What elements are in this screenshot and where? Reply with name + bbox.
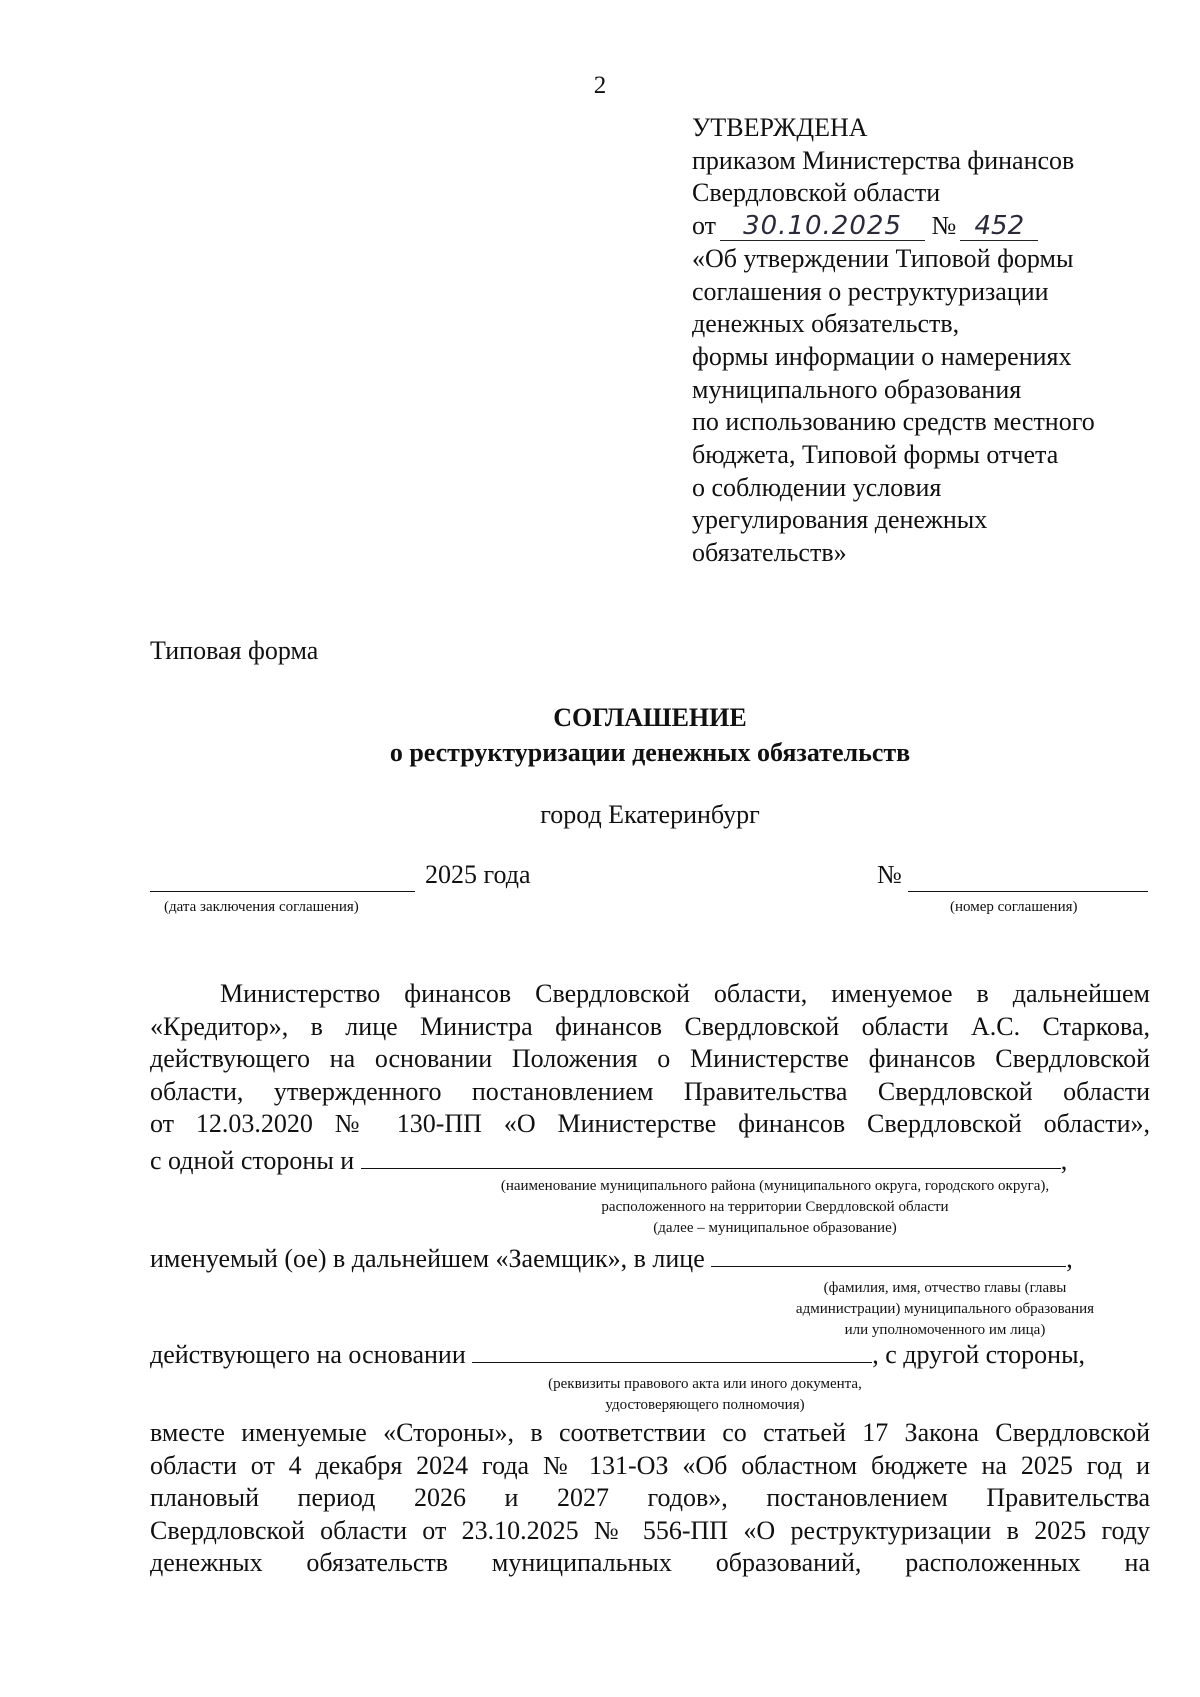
approval-subject-line: по использованию средств местного: [692, 407, 1095, 437]
paragraph-line: области от 4 декабря 2024 года № 131-ОЗ «Об областном бюджете на 2025 год и: [150, 1450, 1150, 1480]
paragraph-parties: [150, 978, 1150, 1141]
basis-blank-field[interactable]: [472, 1336, 872, 1363]
caption-line: (фамилия, имя, отчество главы (главы: [823, 1280, 1067, 1296]
paragraph-line: от 12.03.2020 № 130-ПП «О Министерстве финансов Свердловской области»,: [150, 1109, 1150, 1138]
fill-label: именуемый (ое) в дальнейшем «Заемщик», в лице: [150, 1244, 705, 1273]
approval-subject-line: урегулирования денежных: [692, 505, 988, 535]
paragraph-line: области, утвержденного постановлением Правительства Свердловской области: [150, 1076, 1150, 1106]
handwritten-date: 30.10.2025: [720, 212, 925, 241]
municipality-blank-field[interactable]: [361, 1142, 1061, 1169]
caption-line: администрации) муниципального образования: [795, 1301, 1095, 1317]
fill-after-text: , с другой стороны,: [872, 1340, 1086, 1369]
caption-line: (далее – муниципальное образование): [653, 1220, 897, 1236]
basis-fill-line: [150, 1336, 1150, 1370]
approval-subject-line: о соблюдении условия: [692, 472, 942, 502]
approval-subject-line: бюджета, Типовой формы отчета: [692, 440, 1059, 470]
approval-subject-line: формы информации о намерениях: [692, 341, 1072, 371]
comma: ,: [1060, 1146, 1068, 1175]
municipality-fill-line: [150, 1142, 1150, 1176]
approval-line: Свердловской области: [692, 178, 941, 208]
approval-line: приказом Министерства финансов: [692, 145, 1075, 175]
agreement-number-sign: №: [877, 860, 902, 889]
comma: ,: [1066, 1244, 1073, 1273]
number-label: №: [931, 211, 957, 241]
number-caption: (номер соглашения): [950, 899, 1078, 915]
date-caption: (дата заключения соглашения): [164, 899, 359, 915]
borrower-fill-line: [150, 1240, 1150, 1274]
date-number-row: [150, 862, 1150, 922]
document-title: [0, 700, 1200, 770]
year-text: 2025 года: [425, 860, 531, 889]
approval-heading: УТВЕРЖДЕНА: [692, 113, 868, 142]
approval-subject-line: муниципального образования: [692, 374, 1022, 404]
approval-subject-line: обязательств»: [692, 538, 847, 568]
fill-label: с одной стороны и: [150, 1146, 355, 1175]
form-type-label: Типовая форма: [150, 636, 319, 665]
representative-blank-field[interactable]: [711, 1240, 1066, 1267]
approval-subject-line: соглашения о реструктуризации: [692, 276, 1049, 306]
approval-subject-line: «Об утверждении Типовой формы: [692, 243, 1074, 273]
paragraph-line: Свердловской области от 23.10.2025 № 556-ПП «О реструктуризации в 2025 году: [150, 1515, 1150, 1545]
city-line: город Екатеринбург: [540, 800, 760, 829]
approval-stamp-block: [692, 112, 1152, 570]
caption-line: или уполномоченного им лица): [844, 1322, 1046, 1338]
paragraph-line: денежных обязательств муниципальных образований, расположенных на: [150, 1548, 1150, 1577]
approval-subject-line: денежных обязательств,: [692, 309, 960, 339]
agreement-number-blank-field[interactable]: [908, 862, 1148, 892]
basis-caption: [505, 1374, 905, 1416]
paragraph-line: плановый период 2026 и 2027 годов», постановлением Правительства: [150, 1483, 1150, 1512]
date-blank-field[interactable]: [150, 862, 415, 892]
title-main: СОГЛАШЕНИЕ: [553, 703, 747, 732]
paragraph-line: «Кредитор», в лице Министра финансов Свердловской области А.С. Старкова,: [150, 1011, 1150, 1041]
paragraph-line: Министерство финансов Свердловской области, именуемое в дальнейшем: [220, 979, 1150, 1008]
paragraph-line: вместе именуемые «Стороны», в соответствии со статьей 17 Закона Свердловской: [150, 1418, 1150, 1447]
caption-line: расположенного на территории Свердловской области: [601, 1199, 949, 1215]
fill-label: действующего на основании: [150, 1340, 466, 1369]
handwritten-number: 452: [960, 212, 1038, 241]
municipality-caption: [410, 1176, 1140, 1239]
representative-caption: [755, 1278, 1135, 1341]
title-sub: о реструктуризации денежных обязательств: [389, 738, 911, 767]
from-label: от: [692, 211, 717, 241]
caption-line: (наименование муниципального района (муниципального округа, городского округа),: [500, 1178, 1050, 1194]
paragraph-legal-basis: [150, 1417, 1150, 1580]
caption-line: удостоверяющего полномочия): [605, 1397, 805, 1413]
paragraph-line: действующего на основании Положения о Министерстве финансов Свердловской: [150, 1044, 1150, 1073]
caption-line: (реквизиты правового акта или иного документа,: [548, 1376, 862, 1392]
page-number: 2: [593, 72, 607, 99]
approval-date-number-line: [692, 210, 1152, 243]
